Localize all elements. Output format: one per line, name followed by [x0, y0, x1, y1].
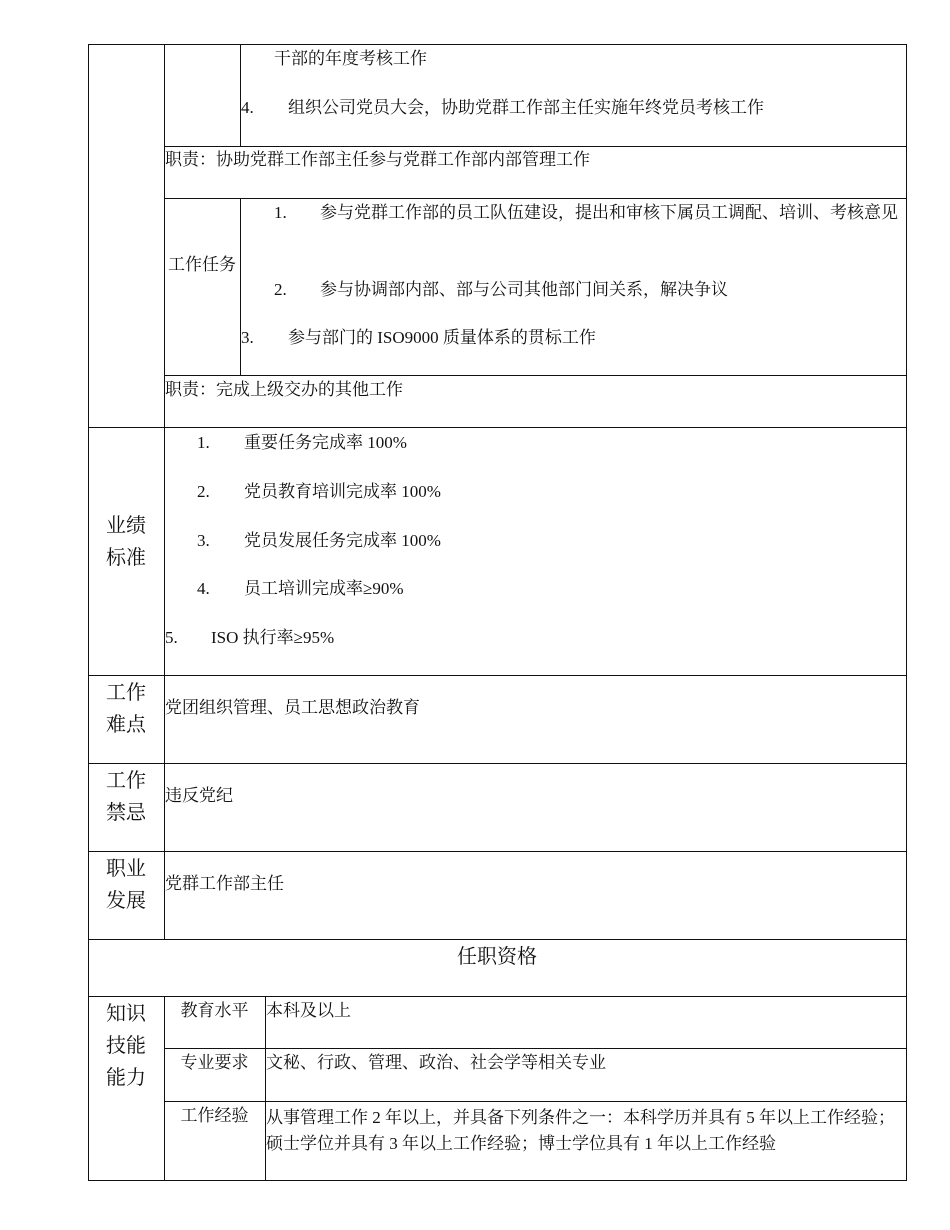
row-line-11	[164, 1101, 907, 1102]
row-line-2	[164, 198, 907, 199]
task-item-text: 参与协调部内部、部与公司其他部门间关系，解决争议	[320, 280, 728, 299]
difficulty-value: 党团组织管理、员工思想政治教育	[165, 698, 420, 717]
task-column-divider-1	[240, 44, 241, 146]
row-line-3	[164, 375, 907, 376]
row-line-8	[88, 939, 907, 940]
qualification-row-value: 本科及以上	[266, 1001, 351, 1020]
row-line-10	[164, 1048, 907, 1049]
table-border-left	[88, 44, 89, 1181]
task-item-text: 组织公司党员大会，协助党群工作部主任实施年终党员考核工作	[288, 98, 764, 117]
performance-item-text: 重要任务完成率 100%	[244, 433, 407, 452]
task-item-number: 1.	[274, 203, 287, 222]
qualification-row-label: 工作经验	[180, 1106, 249, 1125]
row-line-7	[88, 851, 907, 852]
performance-item-text: ISO 执行率≥95%	[211, 628, 335, 647]
duty-statement: 职责：完成上级交办的其他工作	[165, 380, 403, 399]
table-border-bottom	[88, 1180, 907, 1181]
career-label: 职业发展	[106, 858, 146, 912]
performance-item-text: 员工培训完成率≥90%	[244, 579, 404, 598]
performance-item-number: 3.	[197, 531, 210, 550]
task-item-text: 参与党群工作部的员工队伍建设，提出和审核下属员工调配、培训、考核意见	[320, 203, 898, 222]
qualification-group-label: 知识技能能力	[106, 1003, 146, 1089]
row-line-5	[88, 675, 907, 676]
task-line-continuation: 干部的年度考核工作	[274, 49, 427, 68]
task-item-number: 4.	[241, 98, 254, 117]
table-border-top	[88, 44, 907, 45]
task-item-number: 3.	[241, 328, 254, 347]
row-line-6	[88, 763, 907, 764]
taboo-value: 违反党纪	[165, 786, 233, 805]
performance-item-text: 党员发展任务完成率 100%	[244, 531, 441, 550]
qualification-row-value: 文秘、行政、管理、政治、社会学等相关专业	[266, 1053, 606, 1072]
row-line-9	[88, 996, 907, 997]
qualification-row-label: 教育水平	[180, 1001, 249, 1020]
difficulty-label: 工作难点	[106, 682, 146, 736]
label-column-divider-lower	[164, 996, 165, 1181]
qualification-row-value: 从事管理工作 2 年以上，并具备下列条件之一：本科学历并具有 5 年以上工作经验；硕士学位并具有 3 年以上工作经验；博士学位具有 1 年以上工作经验	[266, 1108, 895, 1153]
performance-item-number: 5.	[165, 628, 178, 647]
task-label: 工作任务	[168, 255, 236, 274]
table-border-right	[906, 44, 907, 1181]
qualification-title: 任职资格	[457, 946, 537, 968]
performance-item-number: 2.	[197, 482, 210, 501]
performance-item-number: 4.	[197, 579, 210, 598]
career-value: 党群工作部主任	[165, 874, 284, 893]
performance-item-text: 党员教育培训完成率 100%	[244, 482, 441, 501]
taboo-label: 工作禁忌	[106, 770, 146, 824]
row-line-1	[164, 146, 907, 147]
task-item-text: 参与部门的 ISO9000 质量体系的贯标工作	[288, 328, 596, 347]
duty-statement: 职责：协助党群工作部主任参与党群工作部内部管理工作	[165, 150, 590, 169]
performance-item-number: 1.	[197, 433, 210, 452]
qualification-row-label: 专业要求	[180, 1053, 249, 1072]
performance-label: 业绩标准	[106, 515, 146, 569]
task-item-number: 2.	[274, 280, 287, 299]
row-line-4	[88, 427, 907, 428]
